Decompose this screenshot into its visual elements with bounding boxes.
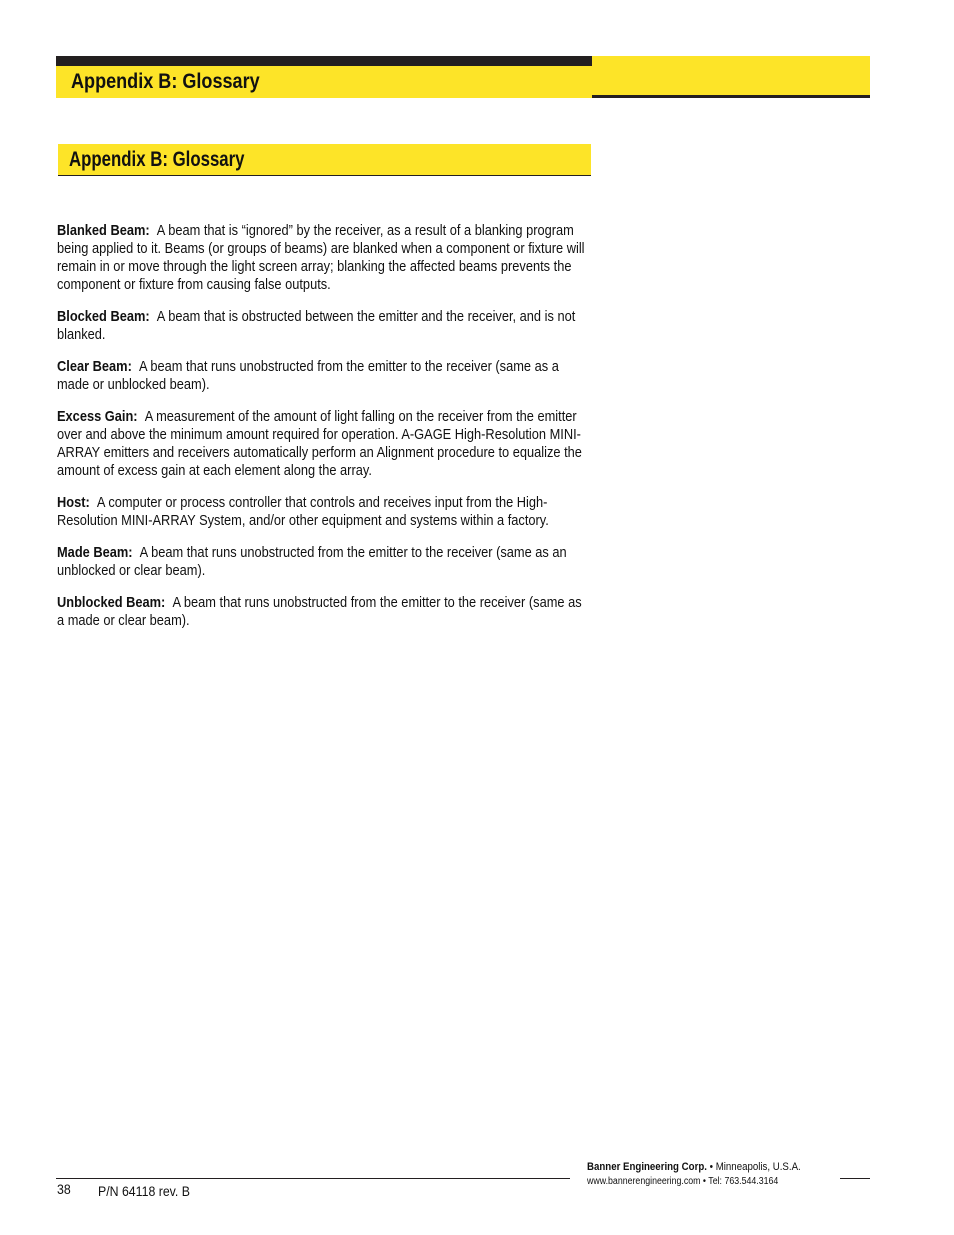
glossary-term: Excess Gain: (57, 408, 138, 425)
glossary-entry-excess-gain (57, 408, 589, 480)
glossary-term: Host: (57, 494, 90, 511)
company-name: Banner Engineering Corp. (587, 1161, 707, 1173)
contact-info: www.bannerengineering.com • Tel: 763.544.3164 (587, 1176, 779, 1187)
header-dark-bar (56, 56, 592, 66)
glossary-term: Blocked Beam: (57, 308, 150, 325)
glossary-list (57, 222, 679, 644)
glossary-definition: A computer or process controller that controls and receives input from the High-Resolution MINI-ARRAY System, and/or other equipment and systems within a factory. (57, 494, 549, 529)
glossary-definition: A measurement of the amount of light falling on the receiver from the emitter over and above the minimum amount required for operation. A-GAGE High-Resolution MINI-ARRAY emitters and receivers automatically perform an Alignment procedure to equalize the amount of excess gain at each element along the array. (57, 408, 582, 479)
glossary-entry-host (57, 494, 589, 530)
company-line (587, 1161, 801, 1173)
glossary-definition: A beam that runs unobstructed from the emitter to the receiver (same as a made or clear beam). (57, 594, 582, 629)
glossary-definition: A beam that runs unobstructed from the emitter to the receiver (same as an unblocked or clear beam). (57, 544, 567, 579)
glossary-term: Blanked Beam: (57, 222, 150, 239)
section-title: Appendix B: Glossary (69, 148, 245, 171)
page-number: 38 (57, 1181, 71, 1197)
glossary-definition: A beam that is “ignored” by the receiver, as a result of a blanking program being applied to it. Beams (or groups of beams) are blanked when a component or fixture will remain in or move through the light screen array; blanking the affected beams prevents the component or fixture from causing false outputs. (57, 222, 585, 293)
footer-rule (56, 1178, 570, 1179)
part-number: P/N 64118 rev. B (98, 1183, 191, 1199)
glossary-definition: A beam that is obstructed between the emitter and the receiver, and is not blanked. (57, 308, 576, 343)
glossary-term: Unblocked Beam: (57, 594, 166, 611)
glossary-term: Made Beam: (57, 544, 133, 561)
header-yellow-tab (592, 56, 870, 96)
glossary-definition: A beam that runs unobstructed from the emitter to the receiver (same as a made or unblocked beam). (57, 358, 559, 393)
glossary-term: Clear Beam: (57, 358, 132, 375)
glossary-entry-blanked-beam (57, 222, 589, 294)
header-title: Appendix B: Glossary (71, 70, 260, 93)
company-location: • Minneapolis, U.S.A. (709, 1161, 801, 1173)
footer-rule-right (840, 1178, 870, 1179)
glossary-entry-blocked-beam (57, 308, 589, 344)
glossary-entry-unblocked-beam (57, 594, 589, 630)
glossary-entry-made-beam (57, 544, 589, 580)
header-tab-underline (592, 95, 870, 98)
glossary-entry-clear-beam (57, 358, 589, 394)
